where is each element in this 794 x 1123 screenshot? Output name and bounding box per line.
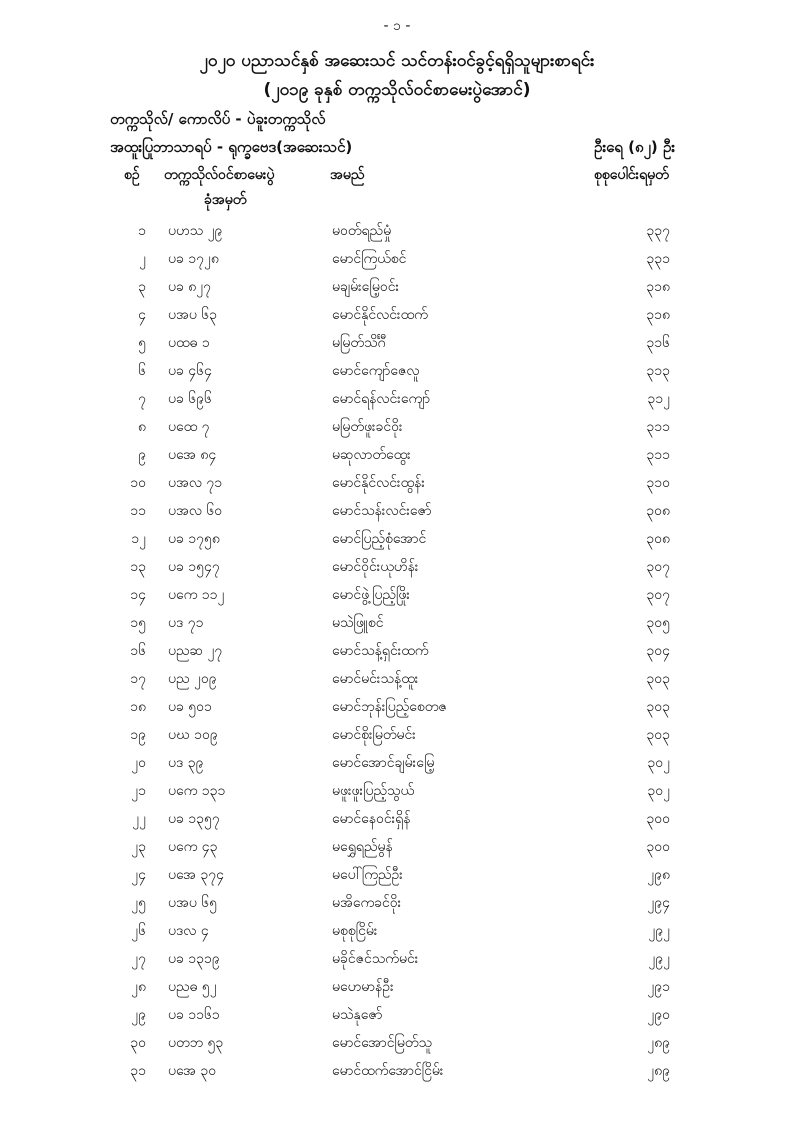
total-marks: ၃၀၄ (646, 643, 670, 659)
row-number: ၂၂ (132, 811, 146, 827)
student-name: မောင်နိုင်လင်းထွန်း (332, 475, 425, 491)
student-name: မောင်ကျော်ဇေလူ (332, 363, 420, 379)
student-name: မောင်အောင်မြတ်သူ (332, 1035, 433, 1051)
table-row (0, 636, 794, 664)
row-number: ၁၁ (130, 503, 146, 519)
roll-number: ပခ ၆၉၆ (168, 391, 212, 407)
student-name: မပေါ်ကြည်ဦး (332, 867, 403, 883)
row-number: ၃ (138, 279, 146, 295)
row-number: ၈ (138, 419, 146, 435)
roll-number: ပခ ၁၇၅၈ (168, 531, 220, 547)
header-roll-number-line2: ခုံအမှတ် (204, 192, 247, 208)
row-number: ၂၉ (131, 1007, 146, 1023)
total-marks: ၃၀၇ (646, 559, 670, 575)
roll-number: ပအပ ၆၅ (168, 895, 218, 911)
roll-number: ပဒ ၃၉ (168, 755, 204, 771)
total-marks: ၃၁၃ (646, 363, 670, 379)
table-row (0, 300, 794, 328)
student-name: မမြတ်သိင်္ဂီ (332, 335, 387, 351)
total-marks: ၃၃၇ (646, 223, 670, 239)
table-row (0, 244, 794, 272)
header-total-marks: စုစုပေါင်းရမှတ် (594, 167, 669, 183)
student-name: မောင်ပြည့်စုံအောင် (332, 531, 427, 547)
table-row (0, 1028, 794, 1056)
total-marks: ၂၈၉ (647, 1063, 670, 1079)
student-name: မမြတ်ဖူးခင်ဝိုး (332, 419, 403, 435)
row-number: ၁၃ (130, 559, 146, 575)
total-marks: ၃၁၁ (646, 419, 670, 435)
row-number: ၁၄ (130, 587, 146, 603)
student-name: မဟေမာန်ဦး (332, 979, 394, 995)
total-marks: ၃၀၃ (646, 699, 670, 715)
table-row (0, 944, 794, 972)
table-row (0, 216, 794, 244)
roll-number: ပအလ ၇၁ (168, 475, 223, 491)
table-row (0, 272, 794, 300)
table-row (0, 804, 794, 832)
row-number: ၄ (138, 307, 146, 323)
student-name: မောင်မင်းသန့်ထူး (332, 671, 419, 687)
roll-number: ပညဓ ၅၂ (168, 979, 217, 995)
roll-number: ပခ ၅၀၁ (168, 699, 212, 715)
row-number: ၁၅ (130, 615, 146, 631)
row-number: ၃၀ (130, 1035, 146, 1051)
row-number: ၁၈ (130, 699, 146, 715)
roll-number: ပခ ၈၂၇ (168, 279, 212, 295)
student-name: မောင်ဝိုင်းယုဟိန်း (332, 559, 419, 575)
row-number: ၂၃ (131, 839, 146, 855)
page-number: - ၁ - (383, 18, 411, 34)
header-roll-number: တက္ကသိုလ်ဝင်စာမေးပွဲ (164, 167, 275, 183)
total-marks: ၂၈၉ (647, 1035, 670, 1051)
roll-number: ပကေ ၄၃ (168, 839, 218, 855)
row-number: ၂၅ (131, 895, 146, 911)
table-row (0, 580, 794, 608)
university-label: တက္ကသိုလ်/ ကောလိပ် - ပဲခူးတက္ကသိုလ် (110, 110, 326, 128)
roll-number: ပအေ ၃၇၄ (168, 867, 224, 883)
table-row (0, 832, 794, 860)
total-marks: ၃၁၂ (647, 391, 670, 407)
student-name: မောင်ရန်လင်းကျော် (332, 391, 431, 407)
table-row (0, 496, 794, 524)
roll-number: ပခ ၄၆၄ (168, 363, 212, 379)
row-number: ၂၆ (131, 923, 146, 939)
table-row (0, 692, 794, 720)
row-number: ၆ (138, 363, 146, 379)
table-row (0, 552, 794, 580)
table-row (0, 916, 794, 944)
roll-number: ပခ ၁၃၅၇ (168, 811, 220, 827)
total-marks: ၃၁၀ (646, 475, 670, 491)
row-number: ၁၉ (130, 727, 146, 743)
row-number: ၂၁ (131, 783, 146, 799)
roll-number: ပအပ ၆၃ (168, 307, 218, 323)
table-row (0, 1056, 794, 1084)
student-name: မောင်နိုင်လင်းထက် (332, 307, 428, 323)
row-number: ၃၁ (130, 1063, 146, 1079)
row-number: ၂၄ (131, 867, 146, 883)
roll-number: ပတဘ ၅၃ (168, 1035, 224, 1051)
student-name: မသဲနုဇော် (332, 1007, 383, 1023)
table-row (0, 776, 794, 804)
student-name: မဝတ်ရည်မှုံ (332, 223, 392, 239)
roll-number: ပဒ ၇၁ (168, 615, 204, 631)
total-marks: ၃၀၀ (646, 839, 670, 855)
student-name: မောင်သန့်ရှင်းထက် (332, 643, 429, 659)
row-number: ၂၀ (131, 755, 146, 771)
student-name: မောင်သန်းလင်းဇော် (332, 503, 432, 519)
table-row (0, 524, 794, 552)
student-name: မခိုင်ဇင်သက်မင်း (332, 951, 419, 967)
row-number: ၉ (138, 447, 146, 463)
roll-number: ပညဆ ၂၇ (168, 643, 223, 659)
row-number: ၅ (138, 335, 146, 351)
table-row (0, 384, 794, 412)
total-marks: ၂၉၈ (647, 867, 670, 883)
table-row (0, 356, 794, 384)
table-row (0, 440, 794, 468)
table-row (0, 608, 794, 636)
table-row (0, 972, 794, 1000)
student-name: မဖူးဖူးပြည့်သွယ် (332, 783, 415, 799)
student-name: မသဲဖြူစင် (332, 615, 384, 631)
student-name: မောင်ဖွဲ့ပြည့်ဖြိုး (332, 587, 410, 603)
total-marks: ၂၉၁ (647, 979, 670, 995)
total-marks: ၃၀၅ (646, 615, 670, 631)
header-name: အမည် (330, 167, 365, 183)
row-number: ၇ (138, 391, 146, 407)
roll-number: ပဒလ ၄ (168, 923, 209, 939)
student-name: မချမ်းမြေ့ဝင်း (332, 279, 400, 295)
table-row (0, 748, 794, 776)
student-name: မစုစုငြိမ်း (332, 923, 378, 939)
roll-number: ပအေ ၈၄ (168, 447, 217, 463)
total-marks: ၃၀၃ (646, 727, 670, 743)
student-name: မောင်နေဝင်းရှိန် (332, 811, 411, 827)
student-name: မဆုလာတ်ထွေး (332, 447, 411, 463)
total-marks: ၃၀၃ (646, 671, 670, 687)
roll-number: ပဃ ၁၀၉ (168, 727, 218, 743)
total-marks: ၂၉၂ (648, 951, 670, 967)
roll-number: ပခ ၁၅၄၇ (168, 559, 220, 575)
total-marks: ၂၉၂ (648, 923, 670, 939)
total-marks: ၃၀၇ (646, 587, 670, 603)
roll-number: ပထဓ ၁ (168, 335, 210, 351)
student-name: မောင်အောင်ချမ်းမြေ့ (332, 755, 435, 771)
roll-number: ပခ ၁၇၂၈ (168, 251, 219, 267)
row-number: ၁၆ (130, 643, 146, 659)
row-number: ၁ (138, 223, 146, 239)
roll-number: ပည ၂၀၉ (168, 671, 217, 687)
total-marks: ၃၀၈ (646, 503, 670, 519)
table-row (0, 888, 794, 916)
student-name: မအိကေခင်ဝိုး (332, 895, 402, 911)
roll-number: ပအလ ၆၀ (168, 503, 223, 519)
total-marks: ၂၉၄ (647, 895, 670, 911)
total-marks: ၃၀၀ (646, 811, 670, 827)
table-row (0, 664, 794, 692)
table-row (0, 412, 794, 440)
total-count: ဦးရေ (၈၂) ဦး (594, 138, 676, 156)
row-number: ၁၀ (130, 475, 146, 491)
roll-number: ပခ ၁၃၁၉ (168, 951, 220, 967)
total-marks: ၃၀၂ (647, 783, 670, 799)
table-row (0, 860, 794, 888)
student-name: မောင်စိုးမြတ်မင်း (332, 727, 416, 743)
roll-number: ပထေ ၇ (168, 419, 210, 435)
total-marks: ၃၁၈ (646, 279, 670, 295)
total-marks: ၃၀၂ (647, 755, 670, 771)
row-number: ၁၇ (130, 671, 146, 687)
roll-number: ပကေ ၁၃၁ (168, 783, 226, 799)
row-number: ၂ (139, 251, 146, 267)
row-number: ၁၂ (131, 531, 146, 547)
total-marks: ၃၁၈ (646, 307, 670, 323)
document-title: ၂၀၂၀ ပညာသင်နှစ် အဆေးသင် သင်တန်းဝင်ခွင့်ရရှိသူများစာရင်း (199, 51, 595, 71)
roll-number: ပဟသ ၂၉ (168, 223, 223, 239)
row-number: ၂၇ (131, 951, 146, 967)
student-name: မောင်ကြယ်စင် (332, 251, 407, 267)
table-row (0, 1000, 794, 1028)
table-row (0, 328, 794, 356)
total-marks: ၃၀၈ (646, 531, 670, 547)
table-row (0, 720, 794, 748)
student-name: မောင်ထက်အောင်ငြိမ်း (332, 1063, 444, 1079)
document-subtitle: (၂၀၁၉ ခုနှစ် တက္ကသိုလ်ဝင်စာမေးပွဲအောင်) (263, 80, 531, 100)
total-marks: ၂၉၀ (647, 1007, 670, 1023)
results-table (0, 216, 794, 1084)
header-number: စဉ် (124, 167, 140, 183)
roll-number: ပကေ ၁၁၂ (168, 587, 225, 603)
total-marks: ၃၃၁ (646, 251, 670, 267)
student-name: မောင်ဘုန်းပြည့်စေတဇ (332, 699, 447, 715)
total-marks: ၃၁၆ (646, 335, 670, 351)
row-number: ၂၈ (131, 979, 146, 995)
student-name: မရွှေရည်မွန် (332, 839, 393, 855)
major-label: အထူးပြုဘာသာရပ် - ရုက္ခဗေဒ(အဆေးသင်) (110, 138, 353, 156)
roll-number: ပအေ ၃၀ (168, 1063, 217, 1079)
table-row (0, 468, 794, 496)
total-marks: ၃၁၁ (646, 447, 670, 463)
roll-number: ပခ ၁၁၆၁ (168, 1007, 220, 1023)
